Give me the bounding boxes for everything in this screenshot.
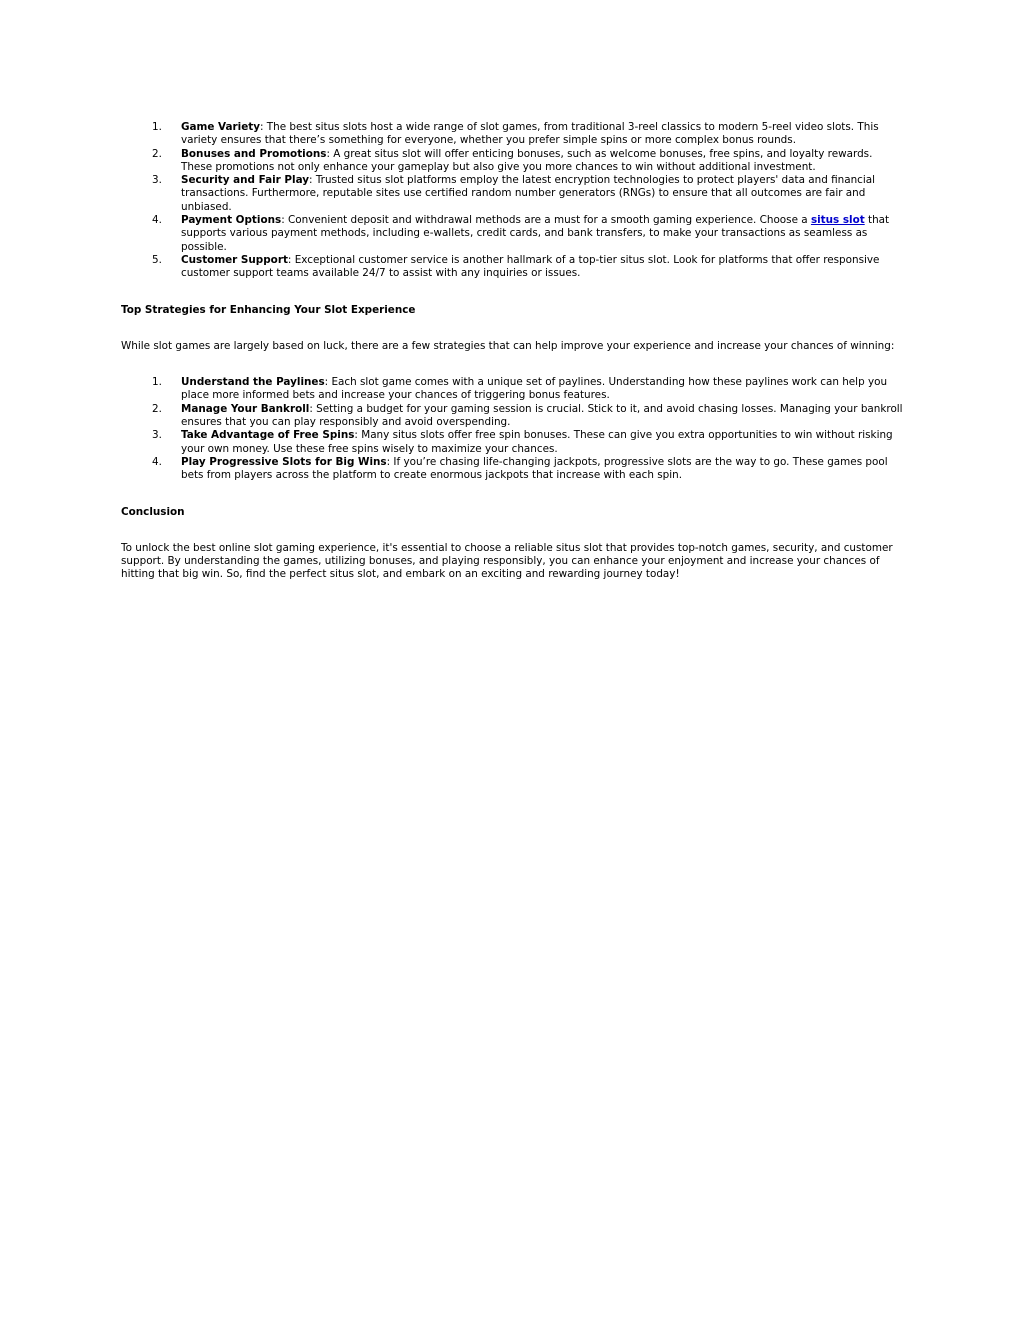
strategies-intro-paragraph: While slot games are largely based on luck, there are a few strategies that can help improve your experience and increase your chances of winning: xyxy=(121,339,895,352)
list-item xyxy=(121,456,903,483)
item-term: Manage Your Bankroll xyxy=(181,402,310,415)
list-item xyxy=(121,121,903,148)
item-text: : Exceptional customer service is another hallmark of a top-tier situs slot. Look for platforms that offer responsive customer support teams available 24/7 to assist with any inquiries or issues. xyxy=(181,253,880,280)
item-text: : Convenient deposit and withdrawal methods are a must for a smooth gaming experience. Choose a xyxy=(281,214,811,227)
item-term: Understand the Paylines xyxy=(181,376,325,389)
list-item xyxy=(121,174,903,214)
list-number: 4. xyxy=(152,455,162,468)
item-term: Bonuses and Promotions xyxy=(181,147,327,160)
list-number: 3. xyxy=(152,429,162,442)
list-number: 2. xyxy=(152,402,162,415)
list-item xyxy=(121,429,903,456)
conclusion-heading: Conclusion xyxy=(121,505,185,518)
item-term: Security and Fair Play xyxy=(181,174,310,187)
item-text: : Setting a budget for your gaming session is crucial. Stick to it, and avoid chasing losses. Managing your bankroll ensures that you can play responsibly and avoid overspending. xyxy=(181,402,903,429)
list-number: 2. xyxy=(152,147,162,160)
list-number: 3. xyxy=(152,174,162,187)
list-number: 1. xyxy=(152,121,162,133)
item-text: that supports various payment methods, including e-wallets, credit cards, and bank transfers, to make your transactions as seamless as possible. xyxy=(181,214,890,253)
item-text: : A great situs slot will offer enticing bonuses, such as welcome bonuses, free spins, and loyalty rewards. These promotions not only enhance your gameplay but also give you more chances to win without additional investment. xyxy=(181,147,873,173)
list-item xyxy=(121,148,903,175)
item-text: : If you’re chasing life-changing jackpots, progressive slots are the way to go. These games pool bets from players across the platform to create enormous jackpots that increase with each spin. xyxy=(181,455,888,482)
item-text: : The best situs slots host a wide range of slot games, from traditional 3-reel classics to modern 5-reel video slots. This variety ensures that there’s something for everyone, whether you prefer simple spins or more complex bonus rounds. xyxy=(181,121,879,147)
item-term: Play Progressive Slots for Big Wins xyxy=(181,455,387,468)
list-number: 1. xyxy=(152,376,162,389)
item-text: : Each slot game comes with a unique set of paylines. Understanding how these paylines work can help you place more informed bets and increase your chances of triggering bonus features. xyxy=(181,376,888,402)
item-term: Game Variety xyxy=(181,121,260,133)
strategies-list xyxy=(121,376,903,482)
list-number: 5. xyxy=(152,253,162,266)
item-text: : Many situs slots offer free spin bonuses. These can give you extra opportunities to win without risking your own money. Use these free spins wisely to maximize your chances. xyxy=(181,429,893,455)
list-item xyxy=(121,403,903,430)
item-text: : Trusted situs slot platforms employ the latest encryption technologies to protect players' data and financial transactions. Furthermore, reputable sites use certified random number generators (RNGs) to ensure that all outcomes are fair and unbiased. xyxy=(181,174,876,213)
list-item xyxy=(121,214,903,254)
item-term: Payment Options xyxy=(181,214,282,227)
list-item xyxy=(121,254,903,281)
document-page xyxy=(121,121,903,582)
conclusion-paragraph: To unlock the best online slot gaming experience, it's essential to choose a reliable situs slot that provides top-notch games, security, and customer support. By understanding the games, utilizing bonuses, and playing responsibly, you can enhance your enjoyment and increase your chances of hitting that big win. So, find the perfect situs slot, and embark on an exciting and rewarding journey today! xyxy=(121,541,893,581)
list-number: 4. xyxy=(152,214,162,227)
item-term: Customer Support xyxy=(181,253,288,266)
features-list xyxy=(121,121,903,281)
item-term: Take Advantage of Free Spins xyxy=(181,429,355,442)
strategies-heading: Top Strategies for Enhancing Your Slot Experience xyxy=(121,303,416,316)
situs-slot-link[interactable]: situs slot xyxy=(810,214,865,227)
list-item xyxy=(121,376,903,403)
